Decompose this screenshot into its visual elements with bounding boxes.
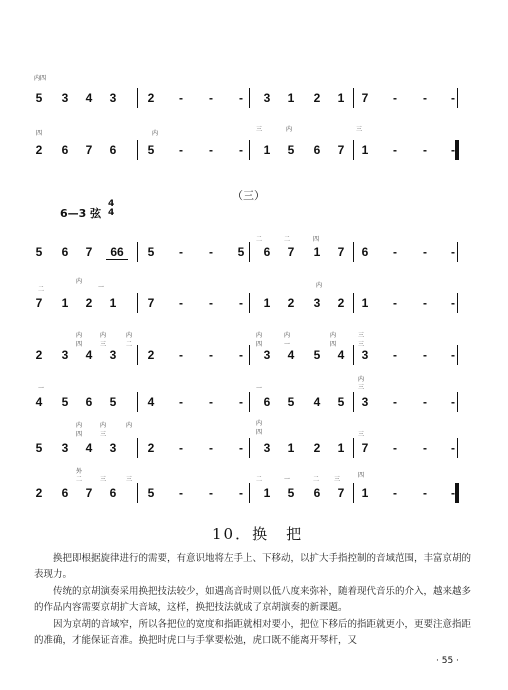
time-sig-bottom: 4 bbox=[108, 208, 115, 218]
annotation: 内 bbox=[100, 332, 107, 339]
note: 6 bbox=[263, 395, 271, 409]
annotation: 二 bbox=[76, 476, 83, 483]
note: 5 bbox=[109, 395, 117, 409]
note: 1 bbox=[263, 296, 271, 310]
dash-note: - bbox=[209, 441, 213, 455]
dash-note: - bbox=[209, 348, 213, 362]
note: 5 bbox=[35, 91, 43, 105]
note: 4 bbox=[85, 348, 93, 362]
dash-note: - bbox=[209, 296, 213, 310]
note: 6 bbox=[109, 486, 117, 500]
note: 4 bbox=[287, 348, 295, 362]
dash-note: - bbox=[239, 296, 243, 310]
score-row bbox=[32, 91, 482, 107]
note: 7 bbox=[337, 486, 345, 500]
dash-note: - bbox=[393, 395, 397, 409]
paragraph-2: 传统的京胡演奏采用换把技法较少，如遇高音时则以低八度来弥补，随着现代音乐的介入，越来越多的作品内容需要京胡扩大音域，这样，换把技法就成了京胡演奏的新课题。 bbox=[34, 586, 472, 613]
dash-note: - bbox=[209, 91, 213, 105]
annotation: 三 bbox=[100, 431, 107, 438]
dash-note: - bbox=[423, 441, 427, 455]
note: 4 bbox=[85, 91, 93, 105]
note: 3 bbox=[61, 91, 69, 105]
barline bbox=[249, 293, 250, 313]
dash-note: - bbox=[451, 296, 455, 310]
note: 6 bbox=[313, 486, 321, 500]
barline bbox=[457, 392, 458, 412]
note: 1 bbox=[337, 91, 345, 105]
barline bbox=[137, 88, 138, 108]
note: 3 bbox=[263, 348, 271, 362]
dash-note: - bbox=[393, 348, 397, 362]
annotation: 三 bbox=[358, 431, 365, 438]
note: 1 bbox=[109, 296, 117, 310]
note: 7 bbox=[361, 441, 369, 455]
note: 3 bbox=[361, 348, 369, 362]
dash-note: - bbox=[423, 296, 427, 310]
note: 2 bbox=[313, 91, 321, 105]
barline bbox=[249, 345, 250, 365]
note: 6 bbox=[361, 245, 369, 259]
dash-note: - bbox=[239, 143, 243, 157]
dash-note: - bbox=[393, 486, 397, 500]
barline bbox=[249, 88, 250, 108]
annotation: 一 bbox=[98, 284, 105, 291]
dash-note: - bbox=[423, 143, 427, 157]
note: 7 bbox=[85, 143, 93, 157]
time-sig-top: 4 bbox=[108, 199, 115, 209]
final-barline bbox=[455, 140, 459, 160]
paragraph-1: 换把即根据旋律进行的需要，有意识地将左手上、下移动，以扩大手指控制的音域范围，丰富京胡的表现力。 bbox=[34, 553, 472, 580]
dash-note: - bbox=[179, 348, 183, 362]
barline bbox=[249, 392, 250, 412]
note: 1 bbox=[361, 486, 369, 500]
dash-note: - bbox=[239, 395, 243, 409]
note: 1 bbox=[61, 296, 69, 310]
annotation: 内 bbox=[316, 282, 323, 289]
annotation: 三 bbox=[100, 341, 107, 348]
dash-note: - bbox=[451, 143, 455, 157]
note: 4 bbox=[313, 395, 321, 409]
note: 5 bbox=[313, 348, 321, 362]
note: 5 bbox=[287, 143, 295, 157]
annotation: 内 bbox=[256, 332, 263, 339]
barline bbox=[249, 483, 250, 503]
dash-note: - bbox=[423, 91, 427, 105]
note: 3 bbox=[263, 91, 271, 105]
note: 6 bbox=[61, 245, 69, 259]
barline bbox=[137, 140, 138, 160]
note: 5 bbox=[287, 486, 295, 500]
annotation: 三 bbox=[100, 476, 107, 483]
score-row bbox=[32, 486, 482, 502]
note: 1 bbox=[287, 441, 295, 455]
dash-note: - bbox=[239, 486, 243, 500]
dash-note: - bbox=[209, 143, 213, 157]
dash-note: - bbox=[179, 486, 183, 500]
barline bbox=[137, 293, 138, 313]
annotation: 内 bbox=[76, 332, 83, 339]
note: 2 bbox=[35, 348, 43, 362]
note: 7 bbox=[337, 245, 345, 259]
note: 5 bbox=[337, 395, 345, 409]
barline bbox=[249, 438, 250, 458]
dash-note: - bbox=[451, 486, 455, 500]
barline bbox=[137, 242, 138, 262]
note: 3 bbox=[109, 91, 117, 105]
annotation: 四 bbox=[313, 236, 320, 243]
note: 5 bbox=[147, 486, 155, 500]
annotation: 三 bbox=[358, 341, 365, 348]
annotation: 四 bbox=[76, 431, 83, 438]
dash-note: - bbox=[393, 296, 397, 310]
barline bbox=[353, 345, 354, 365]
time-signature bbox=[108, 200, 114, 218]
dash-note: - bbox=[451, 245, 455, 259]
barline bbox=[457, 345, 458, 365]
score-row bbox=[32, 441, 482, 457]
note: 5 bbox=[35, 245, 43, 259]
annotation: 四 bbox=[330, 341, 337, 348]
note: 3 bbox=[263, 441, 271, 455]
barline bbox=[457, 88, 458, 108]
note: 7 bbox=[85, 486, 93, 500]
note: 2 bbox=[147, 441, 155, 455]
annotation: 内 bbox=[358, 376, 365, 383]
note: 5 bbox=[147, 245, 155, 259]
annotation: 二 bbox=[38, 286, 45, 293]
note: 3 bbox=[61, 441, 69, 455]
note: 4 bbox=[35, 395, 43, 409]
dash-note: - bbox=[179, 395, 183, 409]
dash-note: - bbox=[423, 486, 427, 500]
note: 7 bbox=[147, 296, 155, 310]
note: 6 bbox=[313, 143, 321, 157]
note: 1 bbox=[313, 245, 321, 259]
paragraph-3: 因为京胡的音域窄，所以各把位的宽度和指距就相对要小，把位下移后的指距就更小，更要注意指距的准确，才能保证音准。换把时虎口与手掌要松弛，虎口既不能离开琴杆，又 bbox=[34, 619, 472, 646]
dash-note: - bbox=[239, 348, 243, 362]
annotation: 一 bbox=[38, 385, 45, 392]
dash-note: - bbox=[393, 91, 397, 105]
note: 7 bbox=[337, 143, 345, 157]
annotation: 四 bbox=[358, 472, 365, 479]
note: 1 bbox=[361, 143, 369, 157]
barline bbox=[137, 438, 138, 458]
annotation: 四 bbox=[256, 341, 263, 348]
annotation: 四 bbox=[76, 341, 83, 348]
score-row bbox=[32, 245, 482, 261]
note: 2 bbox=[147, 348, 155, 362]
note: 1 bbox=[287, 91, 295, 105]
note: 6 bbox=[263, 245, 271, 259]
note: 5 bbox=[287, 395, 295, 409]
barline bbox=[353, 88, 354, 108]
annotation: 三 bbox=[256, 126, 263, 133]
note: 7 bbox=[287, 245, 295, 259]
note: 4 bbox=[85, 441, 93, 455]
annotation: 四 bbox=[256, 429, 263, 436]
score-row bbox=[32, 395, 482, 411]
dash-note: - bbox=[179, 91, 183, 105]
annotation: 二 bbox=[284, 236, 291, 243]
dash-note: - bbox=[179, 143, 183, 157]
annotation: 内 bbox=[256, 420, 263, 427]
dash-note: - bbox=[423, 245, 427, 259]
note: 1 bbox=[361, 296, 369, 310]
note: 3 bbox=[61, 348, 69, 362]
note: 7 bbox=[361, 91, 369, 105]
annotation: 一 bbox=[256, 385, 263, 392]
dash-note: - bbox=[451, 348, 455, 362]
dash-note: - bbox=[393, 143, 397, 157]
annotation: 二 bbox=[313, 476, 320, 483]
annotation: 内 bbox=[152, 130, 159, 137]
note: 7 bbox=[35, 296, 43, 310]
annotation: 内 bbox=[76, 422, 83, 429]
note: 3 bbox=[361, 395, 369, 409]
note: 6 bbox=[61, 486, 69, 500]
note: 7 bbox=[85, 245, 93, 259]
note: 2 bbox=[337, 296, 345, 310]
dash-note: - bbox=[451, 91, 455, 105]
note: 4 bbox=[147, 395, 155, 409]
annotation: 内 bbox=[330, 332, 337, 339]
dash-note: - bbox=[209, 486, 213, 500]
barline bbox=[137, 345, 138, 365]
annotation: 三 bbox=[358, 384, 365, 391]
dash-note: - bbox=[423, 395, 427, 409]
barline bbox=[249, 140, 250, 160]
note: 2 bbox=[313, 441, 321, 455]
score-row bbox=[32, 143, 482, 159]
note: 3 bbox=[313, 296, 321, 310]
note: 2 bbox=[35, 486, 43, 500]
barline bbox=[353, 483, 354, 503]
annotation: 内 bbox=[76, 278, 83, 285]
note: 6 bbox=[85, 395, 93, 409]
annotation: 内 bbox=[284, 332, 291, 339]
dash-note: - bbox=[209, 245, 213, 259]
page-number: · 55 · bbox=[436, 656, 459, 666]
annotation: 内 bbox=[286, 126, 293, 133]
barline bbox=[353, 293, 354, 313]
annotation: 三 bbox=[356, 126, 363, 133]
barline bbox=[457, 242, 458, 262]
annotation: 外 bbox=[76, 468, 83, 475]
dash-note: - bbox=[423, 348, 427, 362]
dash-note: - bbox=[239, 91, 243, 105]
note: 2 bbox=[35, 143, 43, 157]
dash-note: - bbox=[393, 245, 397, 259]
note: 5 bbox=[237, 245, 245, 259]
score-row bbox=[32, 348, 482, 364]
annotation: 内 bbox=[126, 422, 133, 429]
barline bbox=[249, 242, 250, 262]
dash-note: - bbox=[451, 441, 455, 455]
note: 1 bbox=[263, 143, 271, 157]
barline bbox=[353, 438, 354, 458]
note: 1 bbox=[337, 441, 345, 455]
barline bbox=[353, 140, 354, 160]
section-marker: （三） bbox=[232, 189, 265, 202]
barline bbox=[353, 392, 354, 412]
note: 4 bbox=[337, 348, 345, 362]
annotation: 二 bbox=[256, 236, 263, 243]
annotation: 内 bbox=[126, 332, 133, 339]
barline bbox=[137, 392, 138, 412]
key-label: 6—3 弦 bbox=[60, 207, 102, 220]
annotation: 一 bbox=[284, 341, 291, 348]
note: 2 bbox=[147, 91, 155, 105]
note: 3 bbox=[109, 441, 117, 455]
barline bbox=[353, 242, 354, 262]
section-title: 10．换 把 bbox=[212, 525, 304, 543]
dash-note: - bbox=[209, 395, 213, 409]
note: 6 bbox=[61, 143, 69, 157]
final-barline bbox=[455, 483, 459, 503]
annotation: 二 bbox=[256, 476, 263, 483]
barline bbox=[457, 438, 458, 458]
dash-note: - bbox=[179, 441, 183, 455]
annotation: 四 bbox=[36, 130, 43, 137]
dash-note: - bbox=[239, 441, 243, 455]
annotation: 三 bbox=[334, 476, 341, 483]
annotation: 三 bbox=[126, 476, 133, 483]
dash-note: - bbox=[179, 245, 183, 259]
annotation: 二 bbox=[126, 341, 133, 348]
note: 1 bbox=[263, 486, 271, 500]
note: 2 bbox=[287, 296, 295, 310]
score-row bbox=[32, 296, 482, 312]
barline bbox=[137, 483, 138, 503]
note: 5 bbox=[61, 395, 69, 409]
note: 66 bbox=[106, 245, 128, 260]
annotation: 三 bbox=[358, 332, 365, 339]
dash-note: - bbox=[393, 441, 397, 455]
annotation: 内 bbox=[100, 422, 107, 429]
note: 3 bbox=[109, 348, 117, 362]
dash-note: - bbox=[451, 395, 455, 409]
annotation: 一 bbox=[284, 476, 291, 483]
note: 6 bbox=[109, 143, 117, 157]
dash-note: - bbox=[179, 296, 183, 310]
note: 5 bbox=[147, 143, 155, 157]
annotation: 内四 bbox=[34, 75, 47, 82]
barline bbox=[457, 293, 458, 313]
note: 2 bbox=[85, 296, 93, 310]
note: 5 bbox=[35, 441, 43, 455]
